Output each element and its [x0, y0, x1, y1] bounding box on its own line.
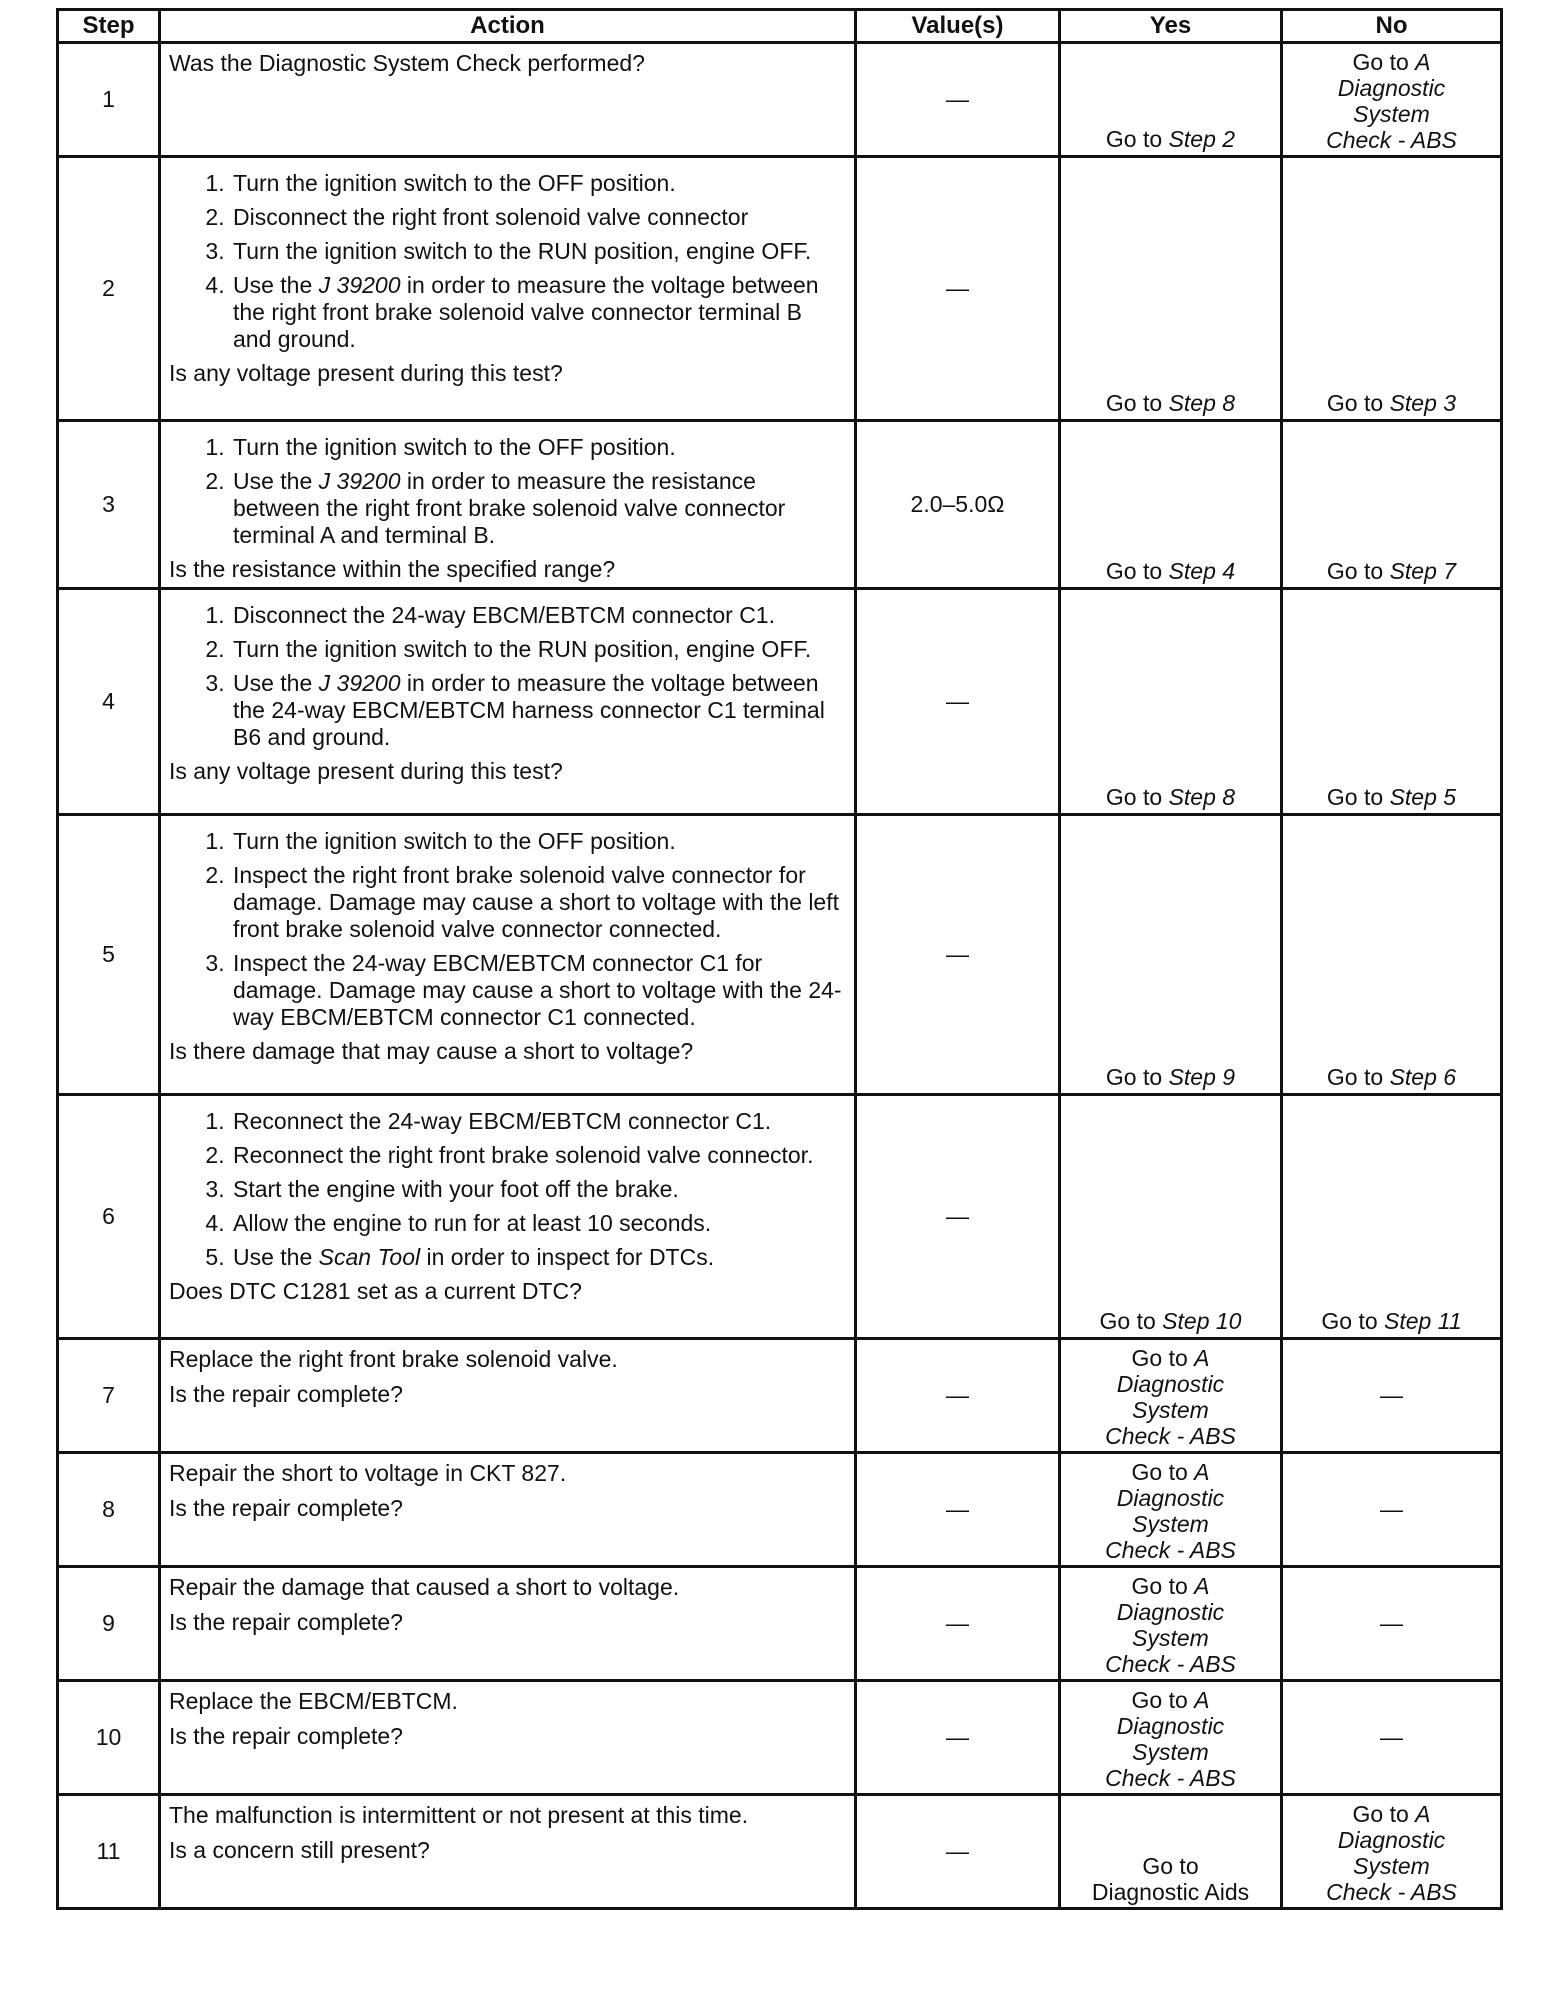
- action-steps-list: [169, 170, 846, 353]
- diag-line: System: [1132, 1511, 1209, 1537]
- action-step: [231, 468, 846, 549]
- goto-step-ref: Step 7: [1389, 558, 1457, 584]
- diag-line: [1061, 1459, 1280, 1485]
- action-text: Repair the short to voltage in CKT 827.: [169, 1460, 567, 1486]
- diag-line: [1061, 1345, 1280, 1371]
- no-cell: [1282, 1095, 1502, 1339]
- step-number: 2: [58, 157, 160, 421]
- table-row: [58, 421, 1502, 589]
- diag-line: [1283, 49, 1500, 75]
- step-number: 7: [58, 1339, 160, 1453]
- action-text: Repair the damage that caused a short to voltage.: [169, 1574, 680, 1600]
- diag-a: A: [1194, 1345, 1210, 1371]
- action-text: The malfunction is intermittent or not present at this time.: [169, 1802, 749, 1828]
- diagnostic-table: [56, 8, 1503, 1910]
- goto-text: Go to: [1352, 1801, 1409, 1827]
- diag-line: System: [1353, 1853, 1430, 1879]
- value-cell: —: [856, 1095, 1060, 1339]
- table-row: [58, 815, 1502, 1095]
- question-text: Is the repair complete?: [169, 1609, 403, 1635]
- action-step: [231, 1244, 846, 1271]
- diag-line: System: [1132, 1625, 1209, 1651]
- no-cell: [1282, 157, 1502, 421]
- goto-step-ref: Step 6: [1389, 1064, 1457, 1090]
- yes-goto: [1106, 390, 1235, 416]
- step-number: 6: [58, 1095, 160, 1339]
- yes-goto: [1106, 558, 1235, 584]
- value-cell: 2.0–5.0Ω: [856, 421, 1060, 589]
- diag-line: Diagnostic: [1116, 1485, 1225, 1511]
- table-row: [58, 1795, 1502, 1909]
- action-cell: [160, 1095, 856, 1339]
- no-cell: —: [1282, 1681, 1502, 1795]
- action-text: Replace the right front brake solenoid valve.: [169, 1346, 618, 1372]
- action-text: in order to inspect for DTCs.: [420, 1244, 715, 1270]
- goto-text: Go to: [1099, 1308, 1156, 1334]
- yes-cell: [1060, 1339, 1282, 1453]
- action-cell: [160, 1453, 856, 1567]
- step-number: 5: [58, 815, 160, 1095]
- action-step: 1. Reconnect the 24-way EBCM/EBTCM connector C1.: [231, 1108, 846, 1135]
- no-goto: [1327, 558, 1456, 584]
- step-number: 1: [58, 43, 160, 157]
- no-goto-diagnostic-check: [1283, 49, 1500, 153]
- yes-cell: [1060, 1795, 1282, 1909]
- yes-cell: [1060, 589, 1282, 815]
- diag-line: Check - ABS: [1326, 127, 1457, 153]
- yes-goto-diagnostic-check: [1061, 1573, 1280, 1677]
- goto-text: Go to: [1326, 390, 1384, 416]
- action-step: 2. Turn the ignition switch to the RUN position, engine OFF.: [231, 636, 846, 663]
- action-cell: [160, 815, 856, 1095]
- question-text: Was the Diagnostic System Check performed?: [169, 50, 645, 76]
- action-step: 1. Turn the ignition switch to the OFF position.: [231, 828, 846, 855]
- action-step: 3. Inspect the 24-way EBCM/EBTCM connector C1 for damage. Damage may cause a short to voltage with the 24-way EBCM/EBTCM connector C1 connected.: [231, 950, 846, 1031]
- question-text: Is any voltage present during this test?: [169, 758, 563, 784]
- diag-line: Check - ABS: [1105, 1765, 1236, 1791]
- diag-line: Diagnostic: [1116, 1599, 1225, 1625]
- diag-a: A: [1194, 1687, 1210, 1713]
- no-goto: [1327, 390, 1456, 416]
- step-number: 3: [58, 421, 160, 589]
- yes-cell: [1060, 157, 1282, 421]
- yes-goto-diagnostic-check: [1061, 1687, 1280, 1791]
- yes-goto-diagnostic-check: [1061, 1345, 1280, 1449]
- question-text: Is a concern still present?: [169, 1837, 430, 1863]
- value-cell: —: [856, 1681, 1060, 1795]
- yes-cell: [1060, 43, 1282, 157]
- action-steps-list: [169, 828, 846, 1031]
- action-text: in order to measure the resistance between the right front brake solenoid valve connector terminal A and terminal B.: [233, 468, 786, 548]
- action-step: 2. Inspect the right front brake solenoid valve connector for damage. Damage may cause a short to voltage with the left front brake solenoid valve connector connected.: [231, 862, 846, 943]
- table-row: [58, 589, 1502, 815]
- value-cell: —: [856, 1567, 1060, 1681]
- table-row: [58, 157, 1502, 421]
- tool-name: Scan Tool: [318, 1244, 421, 1270]
- diag-line: System: [1132, 1739, 1209, 1765]
- tool-name: J 39200: [318, 670, 401, 696]
- tool-name: J 39200: [318, 272, 401, 298]
- yes-goto-diagnostic-aids: [1061, 1853, 1280, 1905]
- yes-cell: [1060, 1567, 1282, 1681]
- goto-step-ref: Step 8: [1168, 390, 1236, 416]
- diag-line: Check - ABS: [1105, 1537, 1236, 1563]
- no-cell: —: [1282, 1567, 1502, 1681]
- diag-aids-text: Diagnostic Aids: [1091, 1879, 1250, 1905]
- header-action: Action: [160, 10, 856, 43]
- action-step: 2. Reconnect the right front brake solenoid valve connector.: [231, 1142, 846, 1169]
- action-text: Use the: [233, 272, 319, 298]
- tool-name: J 39200: [318, 468, 401, 494]
- yes-goto: [1100, 1308, 1242, 1334]
- action-text: in order to measure the voltage between the 24-way EBCM/EBTCM harness connector C1 terminal B6 and ground.: [233, 670, 825, 750]
- action-cell: [160, 1795, 856, 1909]
- question-text: Is the repair complete?: [169, 1381, 403, 1407]
- value-cell: —: [856, 589, 1060, 815]
- action-text: in order to measure the voltage between the right front brake solenoid valve connector terminal B and ground.: [233, 272, 819, 352]
- action-cell: [160, 1339, 856, 1453]
- yes-goto-diagnostic-check: [1061, 1459, 1280, 1563]
- goto-step-ref: Step 9: [1168, 1064, 1236, 1090]
- yes-cell: [1060, 421, 1282, 589]
- goto-step-ref: Step 4: [1168, 558, 1236, 584]
- no-goto: [1327, 784, 1456, 810]
- goto-text: Go to: [1326, 784, 1384, 810]
- no-cell: [1282, 1795, 1502, 1909]
- action-text: Replace the EBCM/EBTCM.: [169, 1688, 458, 1714]
- action-cell: [160, 421, 856, 589]
- yes-cell: [1060, 815, 1282, 1095]
- action-steps-list: [169, 1108, 846, 1271]
- diag-a: A: [1194, 1459, 1210, 1485]
- yes-goto: [1106, 126, 1235, 152]
- table-row: [58, 1567, 1502, 1681]
- action-text: Use the: [233, 670, 319, 696]
- goto-step-ref: Step 10: [1162, 1308, 1242, 1334]
- table-row: [58, 1681, 1502, 1795]
- action-cell: [160, 589, 856, 815]
- action-step: 1. Turn the ignition switch to the OFF position.: [231, 170, 846, 197]
- goto-text: Go to: [1142, 1853, 1199, 1879]
- value-cell: —: [856, 43, 1060, 157]
- goto-text: Go to: [1326, 1064, 1384, 1090]
- diag-line: [1283, 1801, 1500, 1827]
- header-no: No: [1282, 10, 1502, 43]
- yes-cell: [1060, 1453, 1282, 1567]
- goto-text: Go to: [1105, 1064, 1163, 1090]
- action-text: Use the: [233, 1244, 319, 1270]
- diag-line: Check - ABS: [1105, 1651, 1236, 1677]
- goto-step-ref: Step 2: [1168, 126, 1236, 152]
- question-text: Is the resistance within the specified range?: [169, 556, 616, 582]
- diag-line: System: [1353, 101, 1430, 127]
- diag-line: Check - ABS: [1105, 1423, 1236, 1449]
- diag-a: A: [1194, 1573, 1210, 1599]
- header-yes: Yes: [1060, 10, 1282, 43]
- action-cell: [160, 43, 856, 157]
- diag-line: [1061, 1573, 1280, 1599]
- goto-text: Go to: [1105, 784, 1163, 810]
- table-row: [58, 1339, 1502, 1453]
- action-steps-list: [169, 602, 846, 751]
- action-step: 2. Disconnect the right front solenoid valve connector: [231, 204, 846, 231]
- diag-line: Diagnostic: [1337, 1827, 1446, 1853]
- step-number: 8: [58, 1453, 160, 1567]
- yes-goto: [1106, 784, 1235, 810]
- action-steps-list: [169, 434, 846, 549]
- goto-step-ref: Step 8: [1168, 784, 1236, 810]
- goto-step-ref: Step 5: [1389, 784, 1457, 810]
- no-goto: [1321, 1308, 1461, 1334]
- goto-step-ref: Step 3: [1389, 390, 1457, 416]
- action-text: Use the: [233, 468, 319, 494]
- diag-line: System: [1132, 1397, 1209, 1423]
- question-text: Does DTC C1281 set as a current DTC?: [169, 1278, 582, 1304]
- goto-text: Go to: [1326, 558, 1384, 584]
- action-cell: [160, 1681, 856, 1795]
- value-cell: —: [856, 1453, 1060, 1567]
- action-cell: [160, 1567, 856, 1681]
- action-step: [231, 670, 846, 751]
- action-step: [231, 272, 846, 353]
- goto-text: Go to: [1131, 1573, 1188, 1599]
- no-cell: —: [1282, 1453, 1502, 1567]
- question-text: Is the repair complete?: [169, 1495, 403, 1521]
- diag-line: Diagnostic: [1116, 1371, 1225, 1397]
- header-values: Value(s): [856, 10, 1060, 43]
- step-number: 4: [58, 589, 160, 815]
- no-goto: [1327, 1064, 1456, 1090]
- step-number: 9: [58, 1567, 160, 1681]
- action-step: 3. Turn the ignition switch to the RUN position, engine OFF.: [231, 238, 846, 265]
- goto-text: Go to: [1131, 1459, 1188, 1485]
- header-row: [58, 10, 1502, 43]
- diag-line: Diagnostic: [1337, 75, 1446, 101]
- goto-text: Go to: [1105, 126, 1163, 152]
- yes-cell: [1060, 1095, 1282, 1339]
- value-cell: —: [856, 1339, 1060, 1453]
- value-cell: —: [856, 157, 1060, 421]
- goto-text: Go to: [1352, 49, 1409, 75]
- diag-line: [1061, 1687, 1280, 1713]
- diag-line: Diagnostic: [1116, 1713, 1225, 1739]
- question-text: Is there damage that may cause a short to voltage?: [169, 1038, 694, 1064]
- value-cell: —: [856, 1795, 1060, 1909]
- action-step: 4. Allow the engine to run for at least 10 seconds.: [231, 1210, 846, 1237]
- goto-text: Go to: [1105, 558, 1163, 584]
- value-cell: —: [856, 815, 1060, 1095]
- question-text: Is any voltage present during this test?: [169, 360, 563, 386]
- table-row: [58, 1095, 1502, 1339]
- header-step: Step: [58, 10, 160, 43]
- goto-text: Go to: [1131, 1345, 1188, 1371]
- step-number: 11: [58, 1795, 160, 1909]
- goto-text: Go to: [1131, 1687, 1188, 1713]
- no-cell: —: [1282, 1339, 1502, 1453]
- no-cell: [1282, 421, 1502, 589]
- no-goto-diagnostic-check: [1283, 1801, 1500, 1905]
- diag-line: Check - ABS: [1326, 1879, 1457, 1905]
- step-number: 10: [58, 1681, 160, 1795]
- no-cell: [1282, 43, 1502, 157]
- action-step: 3. Start the engine with your foot off the brake.: [231, 1176, 846, 1203]
- table-row: [58, 43, 1502, 157]
- yes-goto: [1106, 1064, 1235, 1090]
- diag-a: A: [1415, 1801, 1431, 1827]
- no-cell: [1282, 589, 1502, 815]
- action-cell: [160, 157, 856, 421]
- action-step: 1. Turn the ignition switch to the OFF position.: [231, 434, 846, 461]
- question-text: Is the repair complete?: [169, 1723, 403, 1749]
- goto-text: Go to: [1321, 1308, 1378, 1334]
- table-row: [58, 1453, 1502, 1567]
- no-cell: [1282, 815, 1502, 1095]
- yes-cell: [1060, 1681, 1282, 1795]
- goto-text: Go to: [1105, 390, 1163, 416]
- goto-step-ref: Step 11: [1384, 1308, 1462, 1334]
- diag-a: A: [1415, 49, 1431, 75]
- action-step: 1. Disconnect the 24-way EBCM/EBTCM connector C1.: [231, 602, 846, 629]
